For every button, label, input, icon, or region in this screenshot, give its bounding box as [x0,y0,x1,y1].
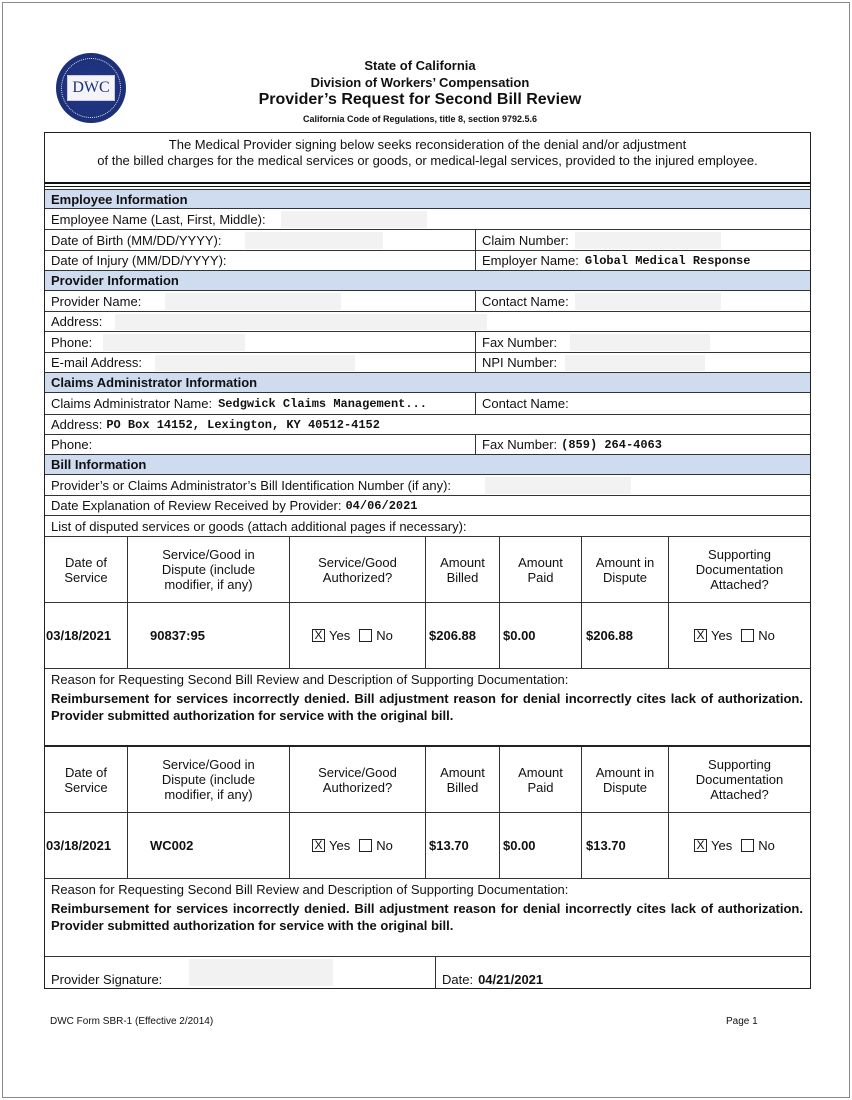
bill-id-label: Provider’s or Claims Administrator’s Bill Identification Number (if any): [51,477,452,493]
col-header-authorized: Service/Good Authorized? [318,764,397,795]
docs-no-checkbox[interactable] [741,839,754,852]
dwc-seal-logo [56,53,126,123]
intro-statement [45,133,810,179]
provider-phone-row [45,332,810,353]
section-title: Employee Information [51,191,188,207]
col-header-date: Date of Service [64,764,108,795]
form-title: Provider’s Request for Second Bill Review [258,91,582,108]
contact-name-label: Contact Name: [482,293,569,309]
provider-phone-field[interactable] [103,334,245,351]
claims-admin-name-label: Claims Administrator Name: [51,396,213,411]
amount-billed: $206.88 [429,628,476,643]
docs-checkbox-group [669,813,810,878]
col-header-paid: Amount Paid [518,554,563,585]
provider-name-field[interactable] [165,293,341,310]
claims-admin-address-value: PO Box 14152, Lexington, KY 40512-4152 [106,417,380,432]
provider-phone-label: Phone: [51,334,93,350]
contact-name-field[interactable] [575,293,721,310]
claims-admin-address-label: Address: [51,417,103,432]
amount-paid: $0.00 [503,838,536,853]
provider-fax-field[interactable] [570,334,710,351]
employer-value: Global Medical Response [584,253,751,268]
double-divider [45,182,810,187]
amount-in-dispute: $13.70 [586,838,626,853]
provider-email-field[interactable] [155,355,355,371]
eor-date-row [45,496,810,516]
reason-label: Reason for Requesting Second Bill Review and Description of Supporting Documentation: [51,672,569,687]
provider-section-header [45,271,810,291]
col-header-docs: Supporting Documentation Attached? [695,757,784,802]
signature-date-field[interactable] [436,957,543,988]
col-header-billed: Amount Billed [440,764,485,795]
col-header-billed: Amount Billed [440,554,485,585]
no-label: No [758,628,775,643]
regulation-citation: California Code of Regulations, title 8, section 9792.5.6 [302,114,538,124]
form-table [44,132,811,989]
section-title: Bill Information [51,457,147,472]
docs-yes-checkbox[interactable]: X [694,629,707,642]
claims-admin-phone-label: Phone: [51,437,93,452]
col-header-paid: Amount Paid [518,764,563,795]
dispute-2-header-row [45,747,810,813]
employee-name-field[interactable] [281,211,427,228]
provider-address-field[interactable] [115,314,487,330]
eor-date-label: Date Explanation of Review Received by Provider: [51,498,342,513]
seal-lettering: DWC [67,75,115,101]
dispute-service-code: WC002 [150,838,194,853]
dispute-service-code: 90837:95 [150,628,205,643]
employee-name-label: Employee Name (Last, First, Middle): [51,211,266,227]
bill-id-row [45,475,810,496]
dob-claim-row [45,230,810,251]
provider-fax-label: Fax Number: [482,334,558,350]
disputed-list-label: List of disputed services or goods (attach additional pages if necessary): [51,518,467,534]
authorized-no-checkbox[interactable] [359,839,372,852]
npi-field[interactable] [565,355,705,371]
claims-admin-address-field[interactable] [45,415,380,434]
col-header-service: Service/Good in Dispute (include modifier, if any) [161,547,256,592]
claims-admin-fax-label: Fax Number: [482,437,558,452]
claims-admin-phone-row [45,435,810,455]
claims-admin-name-value: Sedgwick Claims Management... [218,396,427,411]
employer-name-field[interactable] [476,251,750,270]
amount-in-dispute: $206.88 [586,628,633,643]
amount-paid: $0.00 [503,628,536,643]
employee-name-row [45,209,810,230]
no-label: No [758,838,775,853]
dispute-2-data-row [45,813,810,879]
col-header-dispute: Amount in Dispute [595,554,655,585]
doi-label: Date of Injury (MM/DD/YYYY): [51,253,227,268]
employer-label: Employer Name: [482,253,579,268]
provider-address-row [45,312,810,332]
eor-date-value: 04/06/2021 [345,498,418,513]
no-label: No [376,628,393,643]
docs-yes-checkbox[interactable]: X [694,839,707,852]
col-header-docs: Supporting Documentation Attached? [695,547,784,592]
employee-section-header [45,189,810,209]
yes-label: Yes [329,838,351,853]
signature-label: Provider Signature: [51,972,163,987]
no-label: No [376,838,393,853]
dispute-2-reason-row [45,879,810,957]
claims-admin-fax-value: (859) 264-4063 [561,437,662,452]
section-title: Provider Information [51,273,179,288]
authorized-no-checkbox[interactable] [359,629,372,642]
dispute-1-header-row [45,537,810,603]
dispute-date: 03/18/2021 [46,628,112,643]
claim-number-label: Claim Number: [482,232,569,248]
yes-label: Yes [329,628,351,643]
provider-email-label: E-mail Address: [51,355,143,370]
division-heading: Division of Workers’ Compensation [310,75,530,90]
authorized-checkbox-group [290,603,425,668]
eor-date-field[interactable] [45,496,418,515]
signature-row [45,957,810,988]
provider-name-row [45,291,810,312]
claims-admin-name-field[interactable] [45,393,427,414]
provider-email-row [45,353,810,373]
dispute-1-data-row [45,603,810,669]
reason-label: Reason for Requesting Second Bill Review and Description of Supporting Documentation: [51,882,569,897]
col-header-dispute: Amount in Dispute [595,764,655,795]
reason-text[interactable]: Reimbursement for services incorrectly denied. Bill adjustment reason for denial incorrectly cites lack of authorization. Provider submitted authorization for service with the original bill. [51,691,803,723]
form-identifier: DWC Form SBR-1 (Effective 2/2014) [50,1016,214,1027]
intro-line-1: The Medical Provider signing below seeks reconsideration of the denial and/or adjustment [168,137,687,152]
docs-checkbox-group [669,603,810,668]
docs-no-checkbox[interactable] [741,629,754,642]
claims-admin-fax-field[interactable] [476,435,662,454]
authorized-yes-checkbox[interactable]: X [312,629,325,642]
yes-label: Yes [711,628,733,643]
dob-field[interactable] [245,232,383,249]
bill-section-header [45,455,810,475]
npi-label: NPI Number: [482,355,558,370]
claims-contact-label: Contact Name: [482,396,569,411]
claims-admin-section-header [45,373,810,393]
doi-employer-row [45,251,810,271]
bill-id-field[interactable] [485,477,631,494]
state-heading: State of California [364,58,476,73]
section-title: Claims Administrator Information [51,375,258,390]
claims-admin-address-row [45,415,810,435]
signature-date-label: Date: [442,972,474,987]
amount-billed: $13.70 [429,838,469,853]
signature-date-value: 04/21/2021 [478,972,544,987]
provider-name-label: Provider Name: [51,293,142,309]
intro-line-2: of the billed charges for the medical services or goods, or medical-legal services, provided to the injured employee. [97,153,758,168]
page-number: Page 1 [726,1016,758,1027]
col-header-service: Service/Good in Dispute (include modifier, if any) [161,757,256,802]
authorized-checkbox-group [290,813,425,878]
provider-address-label: Address: [51,314,103,329]
yes-label: Yes [711,838,733,853]
dispute-date: 03/18/2021 [46,838,112,853]
col-header-date: Date of Service [64,554,108,585]
claim-number-field[interactable] [575,232,721,249]
reason-text[interactable]: Reimbursement for services incorrectly denied. Bill adjustment reason for denial incorrectly cites lack of authorization. Provider submitted authorization for service with the original bill. [51,901,803,933]
signature-field[interactable] [189,959,333,986]
claims-admin-name-row [45,393,810,415]
authorized-yes-checkbox[interactable]: X [312,839,325,852]
dispute-1-reason-row [45,669,810,747]
disputed-list-row [45,516,810,537]
dob-label: Date of Birth (MM/DD/YYYY): [51,232,222,248]
col-header-authorized: Service/Good Authorized? [318,554,397,585]
